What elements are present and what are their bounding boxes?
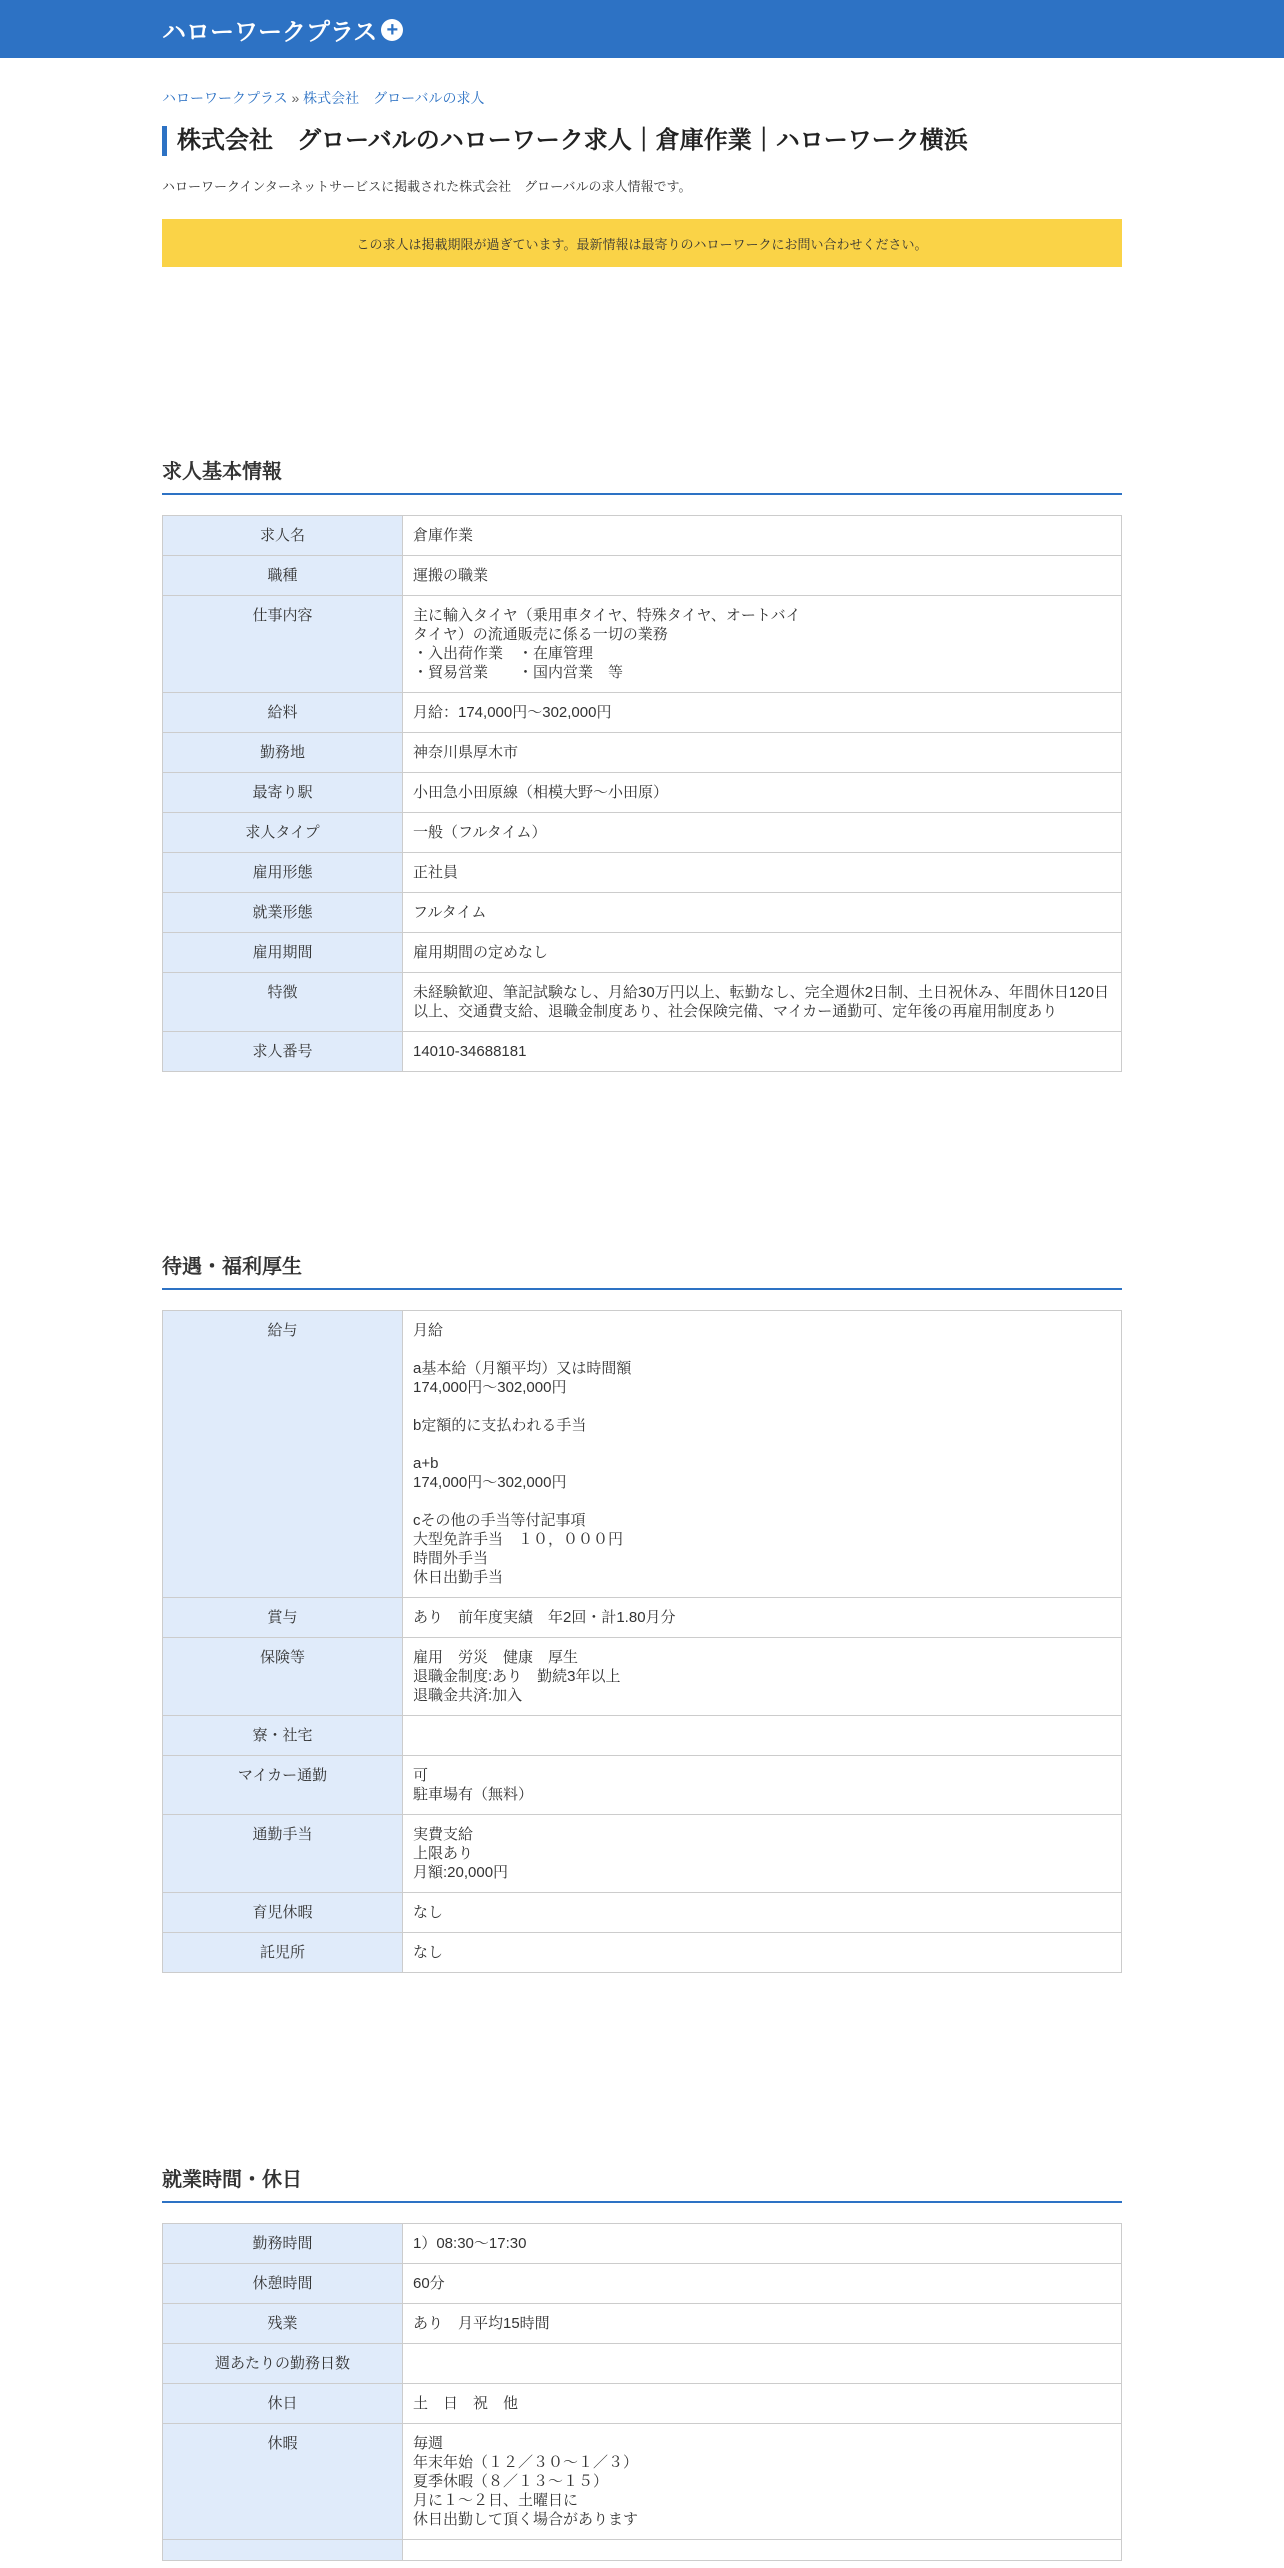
table-row [163,1893,1122,1933]
main-content [162,88,1122,2561]
row-value: あり 前年度実績 年2回・計1.80月分 [403,1598,1122,1638]
table-row [163,596,1122,693]
table-row [163,773,1122,813]
table-row [163,813,1122,853]
table-row [163,2424,1122,2540]
table-row [163,1815,1122,1893]
row-value: 未経験歓迎、筆記試験なし、月給30万円以上、転勤なし、完全週休2日制、土日祝休み、年間休日120日以上、交通費支給、退職金制度あり、社会保険完備、マイカー通勤可、定年後の再雇用制度あり [403,973,1122,1032]
row-value: 雇用 労災 健康 厚生 退職金制度:あり 勤続3年以上 退職金共済:加入 [403,1638,1122,1716]
basic-info-table [162,515,1122,1072]
breadcrumb-current-link[interactable]: 株式会社 グローバルの求人 [303,90,485,106]
row-label: 求人番号 [163,1032,403,1072]
welfare-table [162,1310,1122,1973]
row-label: 育児休暇 [163,1893,403,1933]
row-label: 残業 [163,2304,403,2344]
row-label: 最寄り駅 [163,773,403,813]
row-value [403,1716,1122,1756]
row-value: 1）08:30～17:30 [403,2224,1122,2264]
table-row [163,1638,1122,1716]
row-value: 小田急小田原線（相模大野～小田原） [403,773,1122,813]
section-title-hours: 就業時間・休日 [162,2163,1122,2203]
row-value: 雇用期間の定めなし [403,933,1122,973]
breadcrumb-home-link[interactable]: ハローワークプラス [162,90,288,106]
row-label: 賞与 [163,1598,403,1638]
row-label: 給料 [163,693,403,733]
plus-circle-icon: + [381,19,403,41]
row-label: 週あたりの勤務日数 [163,2344,403,2384]
site-header [0,0,1284,58]
breadcrumb [162,88,1122,108]
table-row [163,1032,1122,1072]
row-value: 倉庫作業 [403,516,1122,556]
table-row [163,2344,1122,2384]
row-label: 保険等 [163,1638,403,1716]
hours-table [162,2223,1122,2561]
table-row [163,933,1122,973]
table-row [163,556,1122,596]
row-label: 寮・社宅 [163,1716,403,1756]
breadcrumb-separator: » [287,90,304,106]
row-value [403,2540,1122,2561]
row-value: 60分 [403,2264,1122,2304]
site-logo[interactable] [162,12,403,47]
row-label: 就業形態 [163,893,403,933]
row-value: なし [403,1933,1122,1973]
table-row [163,2540,1122,2561]
table-row [163,1598,1122,1638]
table-row [163,893,1122,933]
row-label: 仕事内容 [163,596,403,693]
row-value: 月給 a基本給（月額平均）又は時間額 174,000円～302,000円 b定額的に支払われる手当 a+b 174,000円～302,000円 cその他の手当等付記事項 大型免許手当 １０，０００円 時間外手当 休日出勤手当 [403,1311,1122,1598]
row-value: 神奈川県厚木市 [403,733,1122,773]
row-value: 正社員 [403,853,1122,893]
page-lead: ハローワークインターネットサービスに掲載された株式会社 グローバルの求人情報です。 [162,179,692,194]
table-row [163,973,1122,1032]
page-title: 株式会社 グローバルのハローワーク求人｜倉庫作業｜ハローワーク横浜 [162,126,1122,156]
row-label: 職種 [163,556,403,596]
row-label: 休憩時間 [163,2264,403,2304]
row-value: フルタイム [403,893,1122,933]
row-label: 勤務時間 [163,2224,403,2264]
row-label: 休暇 [163,2424,403,2540]
table-row [163,853,1122,893]
row-label: 勤務地 [163,733,403,773]
row-value: 毎週 年末年始（１２／３０～１／３） 夏季休暇（８／１３～１５） 月に１～２日、土曜日に 休日出勤して頂く場合があります [403,2424,1122,2540]
table-row [163,516,1122,556]
table-row [163,2224,1122,2264]
row-value: 実費支給 上限あり 月額:20,000円 [403,1815,1122,1893]
table-row [163,1756,1122,1815]
row-label: 雇用形態 [163,853,403,893]
row-value: あり 月平均15時間 [403,2304,1122,2344]
row-label: マイカー通勤 [163,1756,403,1815]
table-row [163,1933,1122,1973]
table-row [163,2384,1122,2424]
row-label: 託児所 [163,1933,403,1973]
row-label: 求人名 [163,516,403,556]
logo-text: ハローワークプラス [162,19,378,46]
row-label: 雇用期間 [163,933,403,973]
expired-notice-banner: この求人は掲載期限が過ぎています。最新情報は最寄りのハローワークにお問い合わせください。 [162,219,1122,267]
table-row [163,1311,1122,1598]
section-title-basic: 求人基本情報 [162,455,1122,495]
row-label: 通勤手当 [163,1815,403,1893]
row-value: 土 日 祝 他 [403,2384,1122,2424]
table-row [163,2264,1122,2304]
table-row [163,733,1122,773]
row-value: 運搬の職業 [403,556,1122,596]
section-title-welfare: 待遇・福利厚生 [162,1250,1122,1290]
row-value: 月給：174,000円～302,000円 [403,693,1122,733]
row-label: 給与 [163,1311,403,1598]
table-row [163,693,1122,733]
table-row [163,1716,1122,1756]
row-label [163,2540,403,2561]
row-label: 休日 [163,2384,403,2424]
row-value: 一般（フルタイム） [403,813,1122,853]
row-value: 14010-34688181 [403,1032,1122,1072]
row-value: 可 駐車場有（無料） [403,1756,1122,1815]
table-row [163,2304,1122,2344]
row-value: なし [403,1893,1122,1933]
row-value: 主に輸入タイヤ（乗用車タイヤ、特殊タイヤ、オートバイ タイヤ）の流通販売に係る一切の業務 ・入出荷作業 ・在庫管理 ・貿易営業 ・国内営業 等 [403,596,1122,693]
row-label: 特徴 [163,973,403,1032]
row-label: 求人タイプ [163,813,403,853]
row-value [403,2344,1122,2384]
